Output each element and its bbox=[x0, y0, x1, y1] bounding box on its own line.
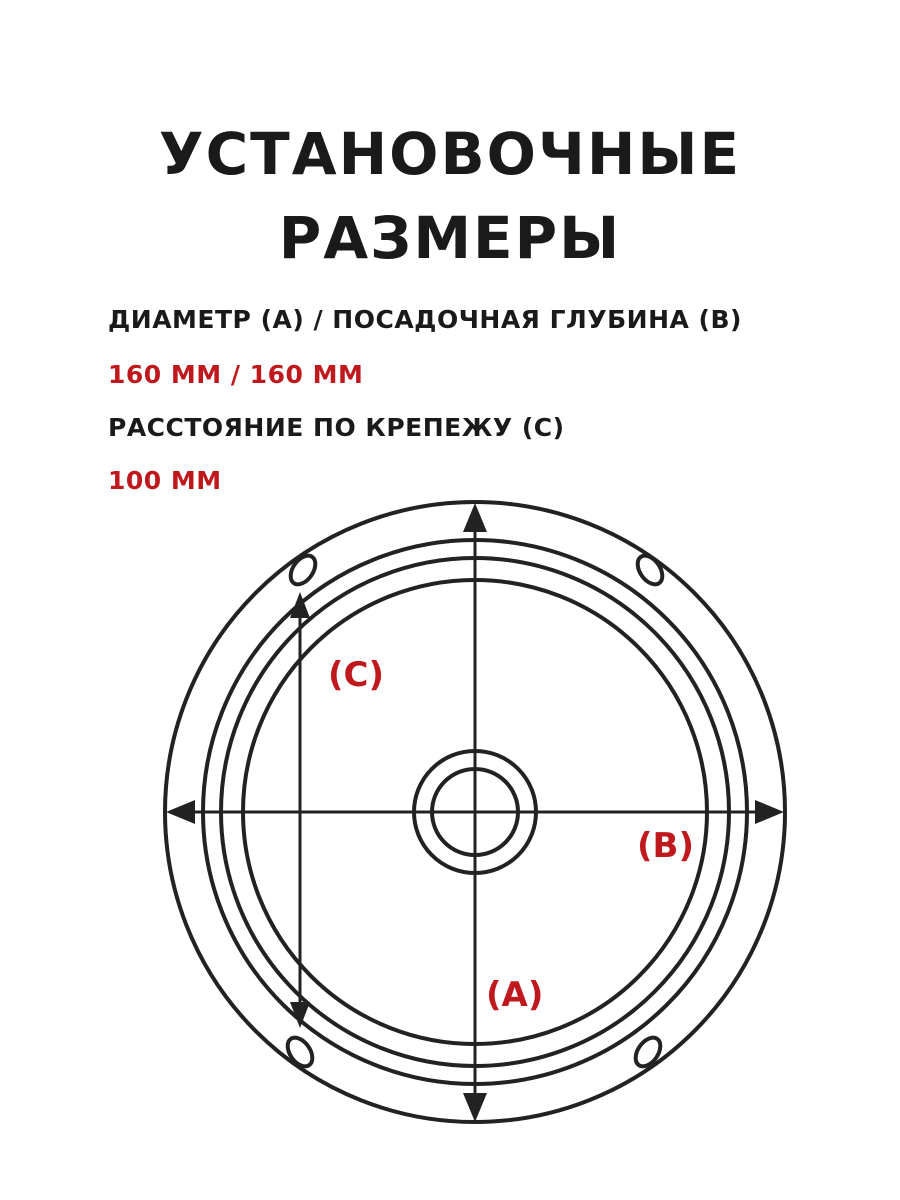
title-line-1: УСТАНОВОЧНЫЕ bbox=[158, 120, 742, 188]
mounting-hole-bottom-right bbox=[631, 1033, 666, 1071]
label-a: (A) bbox=[486, 975, 544, 1015]
mounting-distance-label: РАССТОЯНИЕ ПО КРЕПЕЖУ (C) bbox=[108, 413, 565, 442]
mounting-hole-top-right bbox=[633, 551, 668, 589]
diameter-depth-value: 160 ММ / 160 ММ bbox=[108, 360, 364, 389]
arrow-b-right bbox=[755, 800, 784, 824]
arrow-a-bottom bbox=[463, 1093, 487, 1122]
label-c: (C) bbox=[328, 655, 385, 695]
label-b: (B) bbox=[637, 826, 694, 866]
mounting-distance-value: 100 ММ bbox=[108, 466, 222, 495]
title-line-2: РАЗМЕРЫ bbox=[278, 204, 622, 272]
mounting-hole-top-left bbox=[286, 551, 321, 589]
arrow-b-left bbox=[166, 800, 195, 824]
mounting-hole-bottom-left bbox=[283, 1033, 318, 1071]
diameter-depth-label: ДИАМЕТР (A) / ПОСАДОЧНАЯ ГЛУБИНА (B) bbox=[108, 305, 742, 334]
arrow-a-top bbox=[463, 503, 487, 532]
